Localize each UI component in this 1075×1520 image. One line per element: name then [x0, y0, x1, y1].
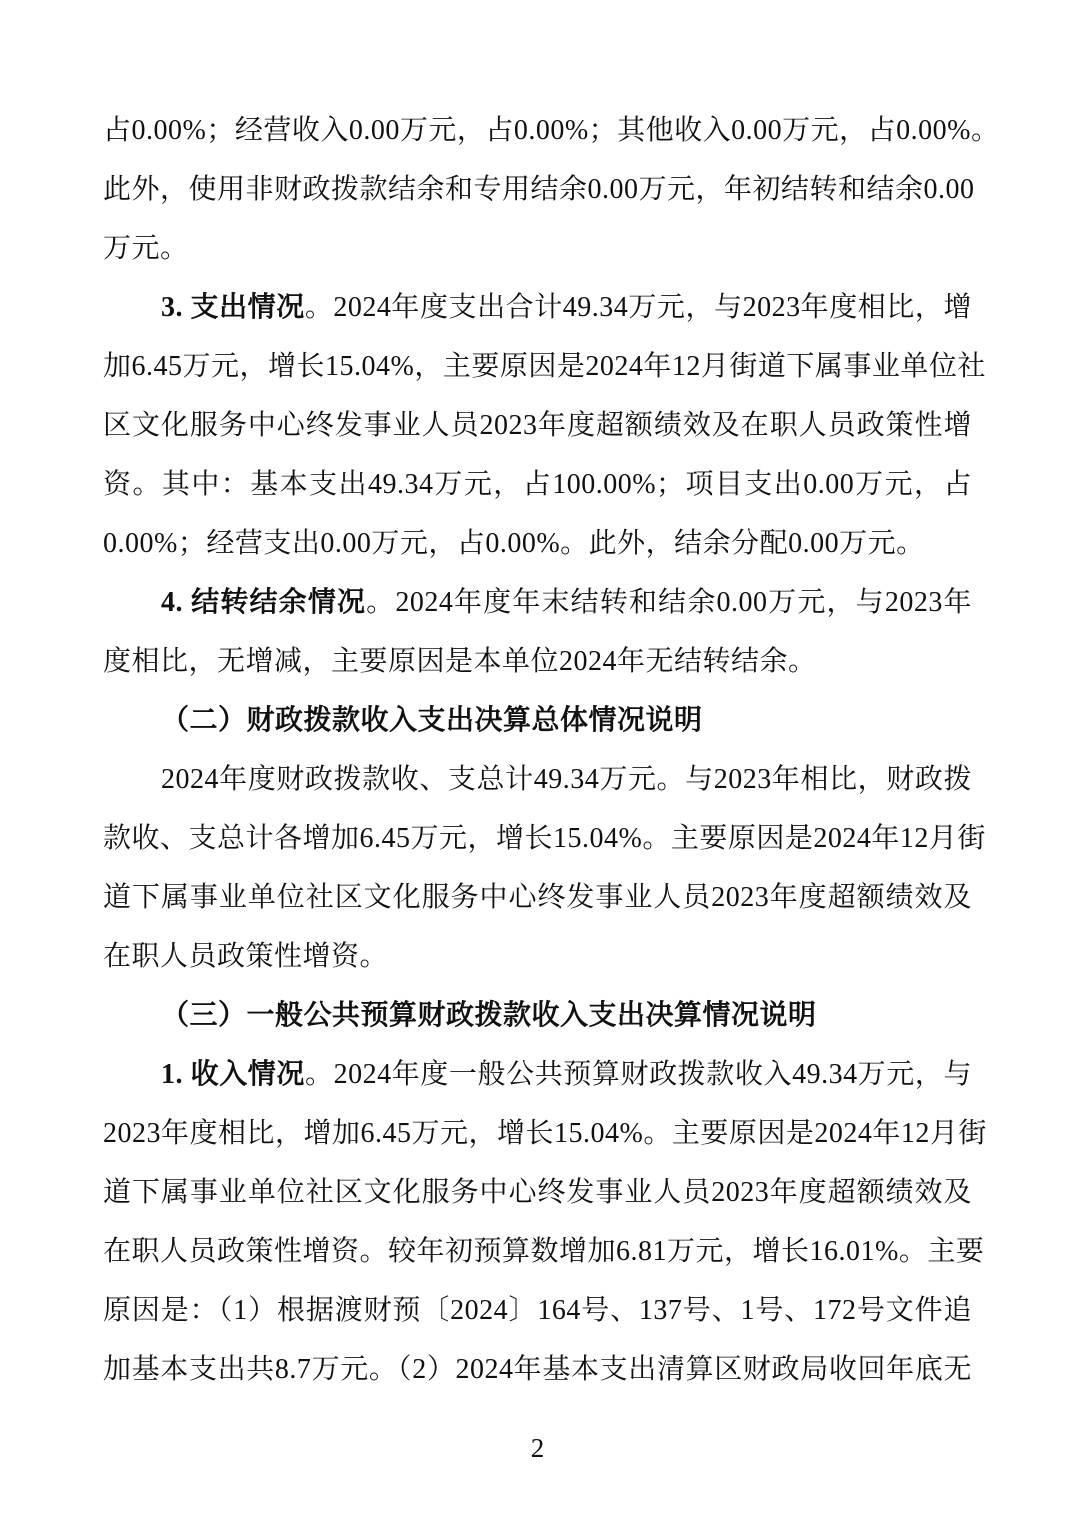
text-run: 加基本支出共8.7万元。（2）2024年基本支出清算区财政局收回年底无: [103, 1354, 972, 1385]
text-line: [103, 1045, 972, 1104]
document-body: [103, 101, 1000, 1399]
text-run: 区文化服务中心终发事业人员2023年度超额绩效及在职人员政策性增: [103, 410, 972, 441]
text-line: [103, 750, 972, 809]
text-line: [103, 927, 972, 986]
text-run: 道下属事业单位社区文化服务中心终发事业人员2023年度超额绩效及: [103, 1177, 972, 1208]
text-run: 。2024年度支出合计49.34万元，与2023年度相比，增: [304, 292, 972, 323]
text-line: [103, 101, 1000, 160]
heading-run: （三）一般公共预算财政拨款收入支出决算情况说明: [161, 1000, 817, 1031]
text-run: 款收、支总计各增加6.45万元，增长15.04%。主要原因是2024年12月街: [103, 823, 986, 854]
text-line: [103, 691, 972, 750]
text-line: [103, 455, 972, 514]
text-line: [103, 1281, 972, 1340]
text-line: [103, 1163, 972, 1222]
text-line: [103, 1222, 985, 1281]
text-run: 加6.45万元，增长15.04%，主要原因是2024年12月街道下属事业单位社: [103, 351, 986, 382]
heading-run: 3. 支出情况: [161, 292, 305, 323]
text-run: 在职人员政策性增资。: [103, 941, 389, 972]
text-run: 原因是：（1）根据渡财预〔2024〕164号、137号、1号、172号文件追: [103, 1295, 972, 1326]
text-run: 2023年度相比，增加6.45万元，增长15.04%。主要原因是2024年12月街: [103, 1118, 987, 1149]
text-run: 度相比，无增减，主要原因是本单位2024年无结转结余。: [103, 646, 817, 677]
text-run: 0.00%；经营支出0.00万元，占0.00%。此外，结余分配0.00万元。: [103, 528, 925, 559]
heading-run: 4. 结转结余情况: [161, 587, 367, 618]
text-line: [103, 396, 972, 455]
text-line: [103, 809, 986, 868]
text-run: 道下属事业单位社区文化服务中心终发事业人员2023年度超额绩效及: [103, 882, 972, 913]
heading-run: （二）财政拨款收入支出决算总体情况说明: [161, 705, 703, 736]
text-run: 占0.00%；经营收入0.00万元，占0.00%；其他收入0.00万元，占0.00%。: [103, 115, 1000, 146]
text-line: [103, 573, 972, 632]
text-line: [103, 632, 972, 691]
text-line: [103, 278, 972, 337]
text-line: [103, 1104, 987, 1163]
page-number: 2: [530, 1433, 545, 1463]
text-run: 在职人员政策性增资。较年初预算数增加6.81万元，增长16.01%。主要: [103, 1236, 985, 1267]
text-run: 此外，使用非财政拨款结余和专用结余0.00万元，年初结转和结余0.00: [103, 174, 975, 205]
text-run: 2024年度财政拨款收、支总计49.34万元。与2023年相比，财政拨: [161, 764, 972, 795]
text-line: [103, 219, 972, 278]
text-run: 。2024年度年末结转和结余0.00万元，与2023年: [366, 587, 972, 618]
text-line: [103, 986, 972, 1045]
text-line: [103, 1340, 972, 1399]
text-run: 资。其中：基本支出49.34万元，占100.00%；项目支出0.00万元，占: [103, 469, 972, 500]
text-run: 。2024年度一般公共预算财政拨款收入49.34万元，与: [305, 1059, 972, 1090]
text-run: 万元。: [103, 233, 189, 264]
text-line: [103, 160, 975, 219]
text-line: [103, 337, 986, 396]
text-line: [103, 514, 972, 573]
text-line: [103, 868, 972, 927]
heading-run: 1. 收入情况: [161, 1059, 305, 1090]
